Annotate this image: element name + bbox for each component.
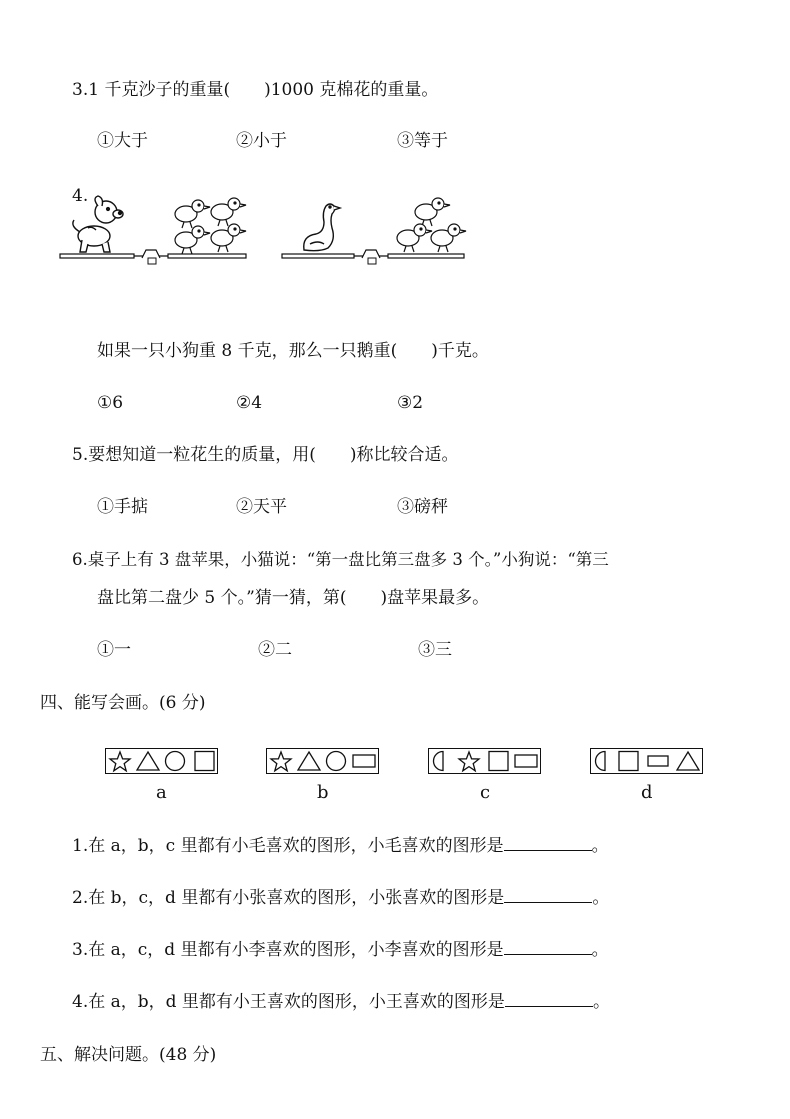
item-text: 1.在 a，b，c 里都有小毛喜欢的图形，小毛喜欢的图形是 [72,836,504,856]
circle-icon [327,752,346,771]
section-4-item-2 [72,886,609,910]
bird-icon [175,226,210,254]
square-icon [619,752,638,771]
goose-icon [304,204,340,251]
section-4-item-1 [72,834,609,858]
section-4-title: 四、能写会画。(6 分) [40,693,206,713]
triangle-icon [298,752,320,770]
q6-option-1: ①一 [97,640,131,660]
end-mark: 。 [592,888,610,908]
end-mark: 。 [591,940,609,960]
answer-blank[interactable] [505,990,593,1007]
triangle-icon [677,752,699,770]
q6-option-2: ②二 [258,640,292,660]
balance-scale-dog-birds [58,192,318,272]
q4-number: 4. [72,186,89,206]
q4-stem: 如果一只小狗重 8 千克，那么一只鹅重( )千克。 [97,341,489,361]
q5-option-2: ②天平 [236,497,287,517]
answer-blank[interactable] [504,834,592,851]
half-circle-icon [434,752,444,771]
end-mark: 。 [592,992,610,1012]
rectangle-icon [515,755,537,767]
square-icon [489,752,508,771]
section-4-item-3 [72,938,609,962]
q6-option-3: ③三 [418,640,452,660]
item-text: 4.在 a，b，d 里都有小王喜欢的图形，小王喜欢的图形是 [72,992,505,1012]
shape-box-c-label: c [480,782,491,803]
q4-option-1: ①6 [97,393,124,413]
q6-stem-line1: 6.桌子上有 3 盘苹果，小猫说：“第一盘比第三盘多 3 个。”小狗说：“第三 [72,550,609,569]
item-text: 2.在 b，c，d 里都有小张喜欢的图形，小张喜欢的图形是 [72,888,505,908]
q3-stem: 3.1 千克沙子的重量( )1000 克棉花的重量。 [72,80,439,100]
q4-option-2: ②4 [236,393,263,413]
q5-option-3: ③磅秤 [397,497,448,517]
bird-icon [415,198,450,226]
section-5-title: 五、解决问题。(48 分) [40,1045,217,1065]
q3-option-1: ①大于 [97,131,148,151]
triangle-icon [137,752,159,770]
shape-box-d-label: d [641,782,653,803]
answer-blank[interactable] [504,886,592,903]
shape-box-b [266,748,379,774]
bird-icon [431,224,466,252]
shape-box-d [590,748,703,774]
q5-option-1: ①手掂 [97,497,148,517]
bird-icon [175,200,210,228]
item-text: 3.在 a，c，d 里都有小李喜欢的图形，小李喜欢的图形是 [72,940,504,960]
q5-stem: 5.要想知道一粒花生的质量，用( )称比较合适。 [72,445,459,465]
dog-icon [73,196,123,252]
star-icon [271,752,291,771]
end-mark: 。 [591,836,609,856]
shape-box-a [105,748,218,774]
q6-stem-line2: 盘比第二盘少 5 个。”猜一猜，第( )盘苹果最多。 [97,588,490,608]
q3-option-3: ③等于 [397,131,448,151]
circle-icon [166,752,185,771]
shape-box-b-label: b [317,782,329,803]
bird-icon [211,198,246,226]
star-icon [110,752,130,771]
section-4-item-4 [72,990,610,1014]
rectangle-icon [353,755,375,767]
q3-option-2: ②小于 [236,131,287,151]
square-icon [195,752,214,771]
rectangle-icon [648,756,668,766]
answer-blank[interactable] [504,938,592,955]
bird-icon [211,224,246,252]
balance-scale-goose-birds [280,192,480,272]
q4-option-3: ③2 [397,393,424,413]
shape-box-c [428,748,541,774]
half-circle-icon [596,752,606,771]
star-icon [459,752,479,771]
bird-icon [397,224,432,252]
shape-box-a-label: a [156,782,167,803]
